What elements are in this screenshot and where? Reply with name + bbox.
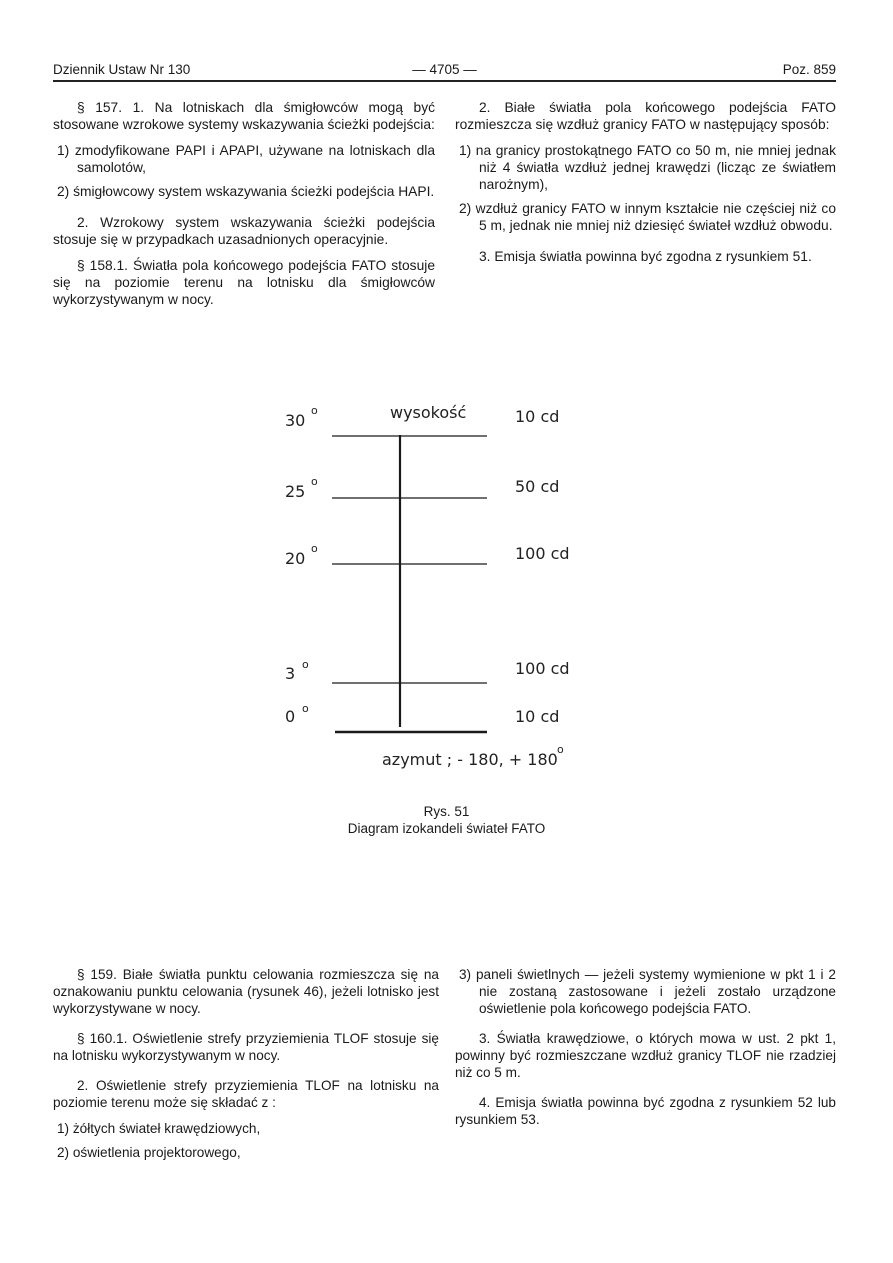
intensity-label: 10 cd bbox=[515, 707, 560, 726]
list-item: 1) na granicy prostokątnego FATO co 50 m, nie mniej jednak niż 4 światła wzdłuż jednej krawędzi (licząc ze światłem narożnym), bbox=[459, 143, 836, 192]
angle-label: 20 bbox=[285, 549, 306, 568]
column-top-left bbox=[53, 99, 435, 317]
column-bottom-left bbox=[53, 966, 439, 1168]
degree-mark: o bbox=[302, 658, 309, 671]
column-top-right bbox=[455, 99, 836, 274]
journal-title: Dziennik Ustaw Nr 130 bbox=[53, 62, 191, 77]
vertical-axis-label: wysokość bbox=[390, 403, 467, 422]
intensity-label: 50 cd bbox=[515, 477, 560, 496]
list-item: 3) paneli świetlnych — jeżeli systemy wymienione w pkt 1 i 2 nie zostaną zastosowane i jeżeli zostało urządzone oświetlenie pola końcowego podejścia FATO. bbox=[459, 967, 836, 1016]
list-item: 2) oświetlenia projektorowego, bbox=[57, 1145, 241, 1160]
position-number: Poz. 859 bbox=[782, 62, 836, 77]
degree-mark: o bbox=[557, 743, 564, 756]
intensity-label: 100 cd bbox=[515, 659, 570, 678]
paragraph-157-2: 2. Wzrokowy system wskazywania ścieżki podejścia stosuje się w przypadkach uzasadnionych operacyjnie. bbox=[53, 215, 435, 247]
list-item: 2) śmigłowcowy system wskazywania ścieżki podejścia HAPI. bbox=[57, 184, 435, 199]
horizontal-axis-label: azymut ; - 180, + 180 bbox=[382, 750, 558, 769]
running-header bbox=[53, 60, 836, 82]
paragraph-159: § 159. Białe światła punktu celowania rozmieszcza się na oznakowaniu punktu celowania (rysunek 46), jeżeli lotnisko jest wykorzystywane w nocy. bbox=[53, 967, 439, 1016]
list-item: 2) wzdłuż granicy FATO w innym kształcie nie częściej niż co 5 m, jednak nie mniej niż dziesięć świateł wzdłuż obwodu. bbox=[459, 201, 836, 233]
page-number: — 4705 — bbox=[412, 62, 477, 77]
isocandela-diagram bbox=[250, 385, 610, 780]
paragraph-160-4: 4. Emisja światła powinna być zgodna z rysunkiem 52 lub rysunkiem 53. bbox=[455, 1095, 836, 1127]
degree-mark: o bbox=[311, 542, 318, 555]
isocandela-diagram-svg bbox=[250, 385, 610, 780]
angle-label: 25 bbox=[285, 482, 306, 501]
paragraph-157-1: § 157. 1. Na lotniskach dla śmigłowców mogą być stosowane wzrokowe systemy wskazywania ścieżki podejścia: bbox=[53, 100, 435, 132]
paragraph-160-1: § 160.1. Oświetlenie strefy przyziemienia TLOF stosuje się na lotnisku wykorzystywanym w nocy. bbox=[53, 1031, 439, 1063]
degree-mark: o bbox=[311, 475, 318, 488]
figure-title: Diagram izokandeli świateł FATO bbox=[347, 821, 546, 836]
paragraph-160-2: 2. Oświetlenie strefy przyziemienia TLOF na lotnisku na poziomie terenu może się składać z : bbox=[53, 1078, 439, 1110]
column-bottom-right bbox=[455, 966, 836, 1137]
angle-label: 0 bbox=[285, 707, 296, 726]
figure-number: Rys. 51 bbox=[423, 804, 470, 819]
paragraph-158-2: 2. Białe światła pola końcowego podejścia FATO rozmieszcza się wzdłuż granicy FATO w następujący sposób: bbox=[455, 100, 836, 132]
degree-mark: o bbox=[302, 702, 309, 715]
list-item: 1) zmodyfikowane PAPI i APAPI, używane na lotniskach dla samolotów, bbox=[57, 143, 435, 175]
angle-label: 3 bbox=[285, 664, 296, 683]
intensity-label: 10 cd bbox=[515, 407, 560, 426]
paragraph-160-3: 3. Światła krawędziowe, o których mowa w ust. 2 pkt 1, powinny być rozmieszczane wzdłuż granicy TLOF nie rzadziej niż co 5 m. bbox=[455, 1031, 836, 1080]
intensity-label: 100 cd bbox=[515, 544, 570, 563]
degree-mark: o bbox=[311, 404, 318, 417]
header-rule bbox=[53, 80, 836, 82]
list-item: 1) żółtych świateł krawędziowych, bbox=[57, 1121, 261, 1136]
figure-caption bbox=[0, 803, 893, 837]
paragraph-158-3: 3. Emisja światła powinna być zgodna z rysunkiem 51. bbox=[479, 249, 812, 264]
paragraph-158-1: § 158.1. Światła pola końcowego podejścia FATO stosuje się na poziomie terenu na lotnisku dla śmigłowców wykorzystywanym w nocy. bbox=[53, 258, 435, 307]
angle-label: 30 bbox=[285, 411, 306, 430]
